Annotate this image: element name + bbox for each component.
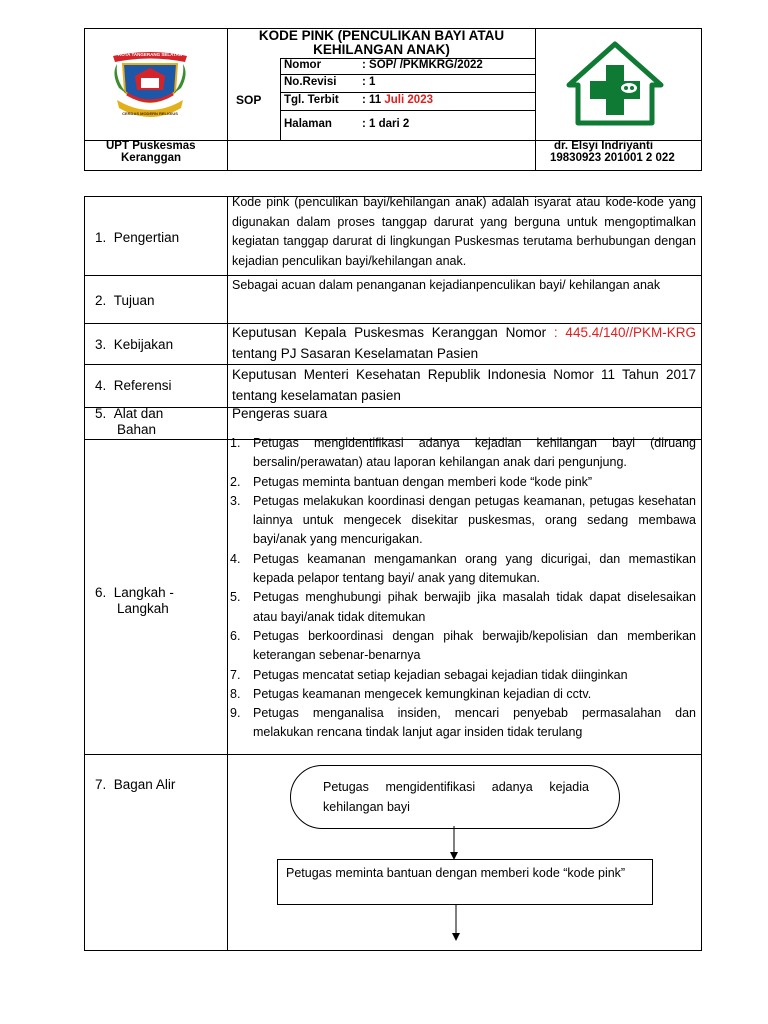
section-label: 2. Tujuan <box>95 293 155 308</box>
step-number: 3. <box>230 493 241 508</box>
step-item <box>230 492 696 550</box>
pengertian-text: Kode pink (penculikan bayi/kehilangan anak) adalah isyarat atau kode-kode yang digunakan dalam proses tanggap darurat yang berguna untuk mengoptimalkan kegiatan tanggap darurat di lingkungan Puskesmas terutama berhubungan dengan kejadian penculikan bayi/kehilangan anak. <box>232 195 696 268</box>
revisi-label: No.Revisi <box>284 76 337 88</box>
step-number: 6. <box>230 628 241 643</box>
section-label: 3. Kebijakan <box>95 337 174 352</box>
step-text: Petugas menganalisa insiden, mencari penyebab permasalahan dan melakukan rencana tindak lanjut agar insiden tidak terulang <box>253 706 696 740</box>
sop-label: SOP <box>236 93 262 107</box>
document-title: KODE PINK (PENCULIKAN BAYI ATAU KEHILANGAN ANAK) <box>258 28 505 57</box>
step-item <box>230 473 696 492</box>
flowchart-start-node: Petugas mengidentifikasi adanya kejadia kehilangan bayi <box>290 765 620 829</box>
kebijakan-text: Keputusan Kepala Puskesmas Keranggan Nomor : 445.4/140//PKM-KRG tentang PJ Sasaran Keselamatan Pasien <box>232 325 696 361</box>
header-divider <box>535 29 536 170</box>
step-text: Petugas menghubungi pihak berwajib jika masalah tidak dapat diselesaikan atau bayi/anak tidak ditemukan <box>253 590 696 624</box>
nomor-value: : SOP/ /PKMKRG/2022 <box>362 59 483 71</box>
signer-nip: 19830923 201001 2 022 <box>550 152 675 164</box>
revisi-value: : 1 <box>362 76 376 88</box>
terbit-value: : 11 Juli 2023 <box>362 94 433 106</box>
step-number: 5. <box>230 590 241 605</box>
column-divider <box>227 197 228 950</box>
header-divider <box>280 110 535 111</box>
step-item <box>230 627 696 666</box>
unit-name-line2: Keranggan <box>121 152 182 164</box>
step-number: 8. <box>230 686 241 701</box>
section-label: 6. Langkah - Langkah <box>95 585 174 616</box>
halaman-value: : 1 dari 2 <box>362 118 410 130</box>
logo-motto: CERDAS MODERN RELIGIUS <box>122 111 178 116</box>
step-number: 9. <box>230 706 241 721</box>
section-label: 1. Pengertian <box>95 230 180 245</box>
section-label: 5. Alat dan Bahan <box>95 406 164 437</box>
step-text: Petugas keamanan mengamankan orang yang dicurigai, dan memastikan kepada pelapor tentang bayi/ anak yang ditemukan. <box>253 551 696 586</box>
logo-text: KOTA TANGERANG SELATAN <box>118 52 182 57</box>
unit-name-line1: UPT Puskesmas <box>106 140 196 152</box>
row-divider <box>85 754 701 755</box>
step-number: 2. <box>230 474 241 489</box>
step-item <box>230 588 696 627</box>
step-text: Petugas mengidentifikasi adanya kejadian kehilangan bayi (diruang bersalin/perawatan) atau laporan kehilangan anak dari pengunjung. <box>253 436 696 470</box>
step-number: 4. <box>230 551 241 566</box>
steps-list <box>230 434 696 743</box>
step-item <box>230 434 696 473</box>
alat-text: Pengeras suara <box>232 406 328 421</box>
terbit-label: Tgl. Terbit <box>284 94 339 106</box>
header-divider <box>280 74 535 75</box>
step-number: 7. <box>230 667 241 682</box>
step-item <box>230 666 696 685</box>
step-item <box>230 685 696 704</box>
step-number: 1. <box>230 436 241 450</box>
tujuan-text: Sebagai acuan dalam penanganan kejadianpenculikan bayi/ kehilangan anak <box>232 278 661 292</box>
step-text: Petugas meminta bantuan dengan memberi kode “kode pink” <box>253 474 593 489</box>
step-text: Petugas keamanan mengecek kemungkinan kejadian di cctv. <box>253 686 592 701</box>
step-text: Petugas melakukan koordinasi dengan petugas keamanan, petugas kesehatan lainnya untuk mengecek disekitar puskesmas, orang sedang membawa bayi/anak yang mencurigakan. <box>253 493 696 547</box>
section-label: 4. Referensi <box>95 378 172 393</box>
referensi-text: Keputusan Menteri Kesehatan Republik Indonesia Nomor 11 Tahun 2017 tentang keselamatan pasien <box>232 367 696 403</box>
signer-name: dr. Elsyi Indriyanti <box>554 140 654 152</box>
flow-arrow-icon <box>446 905 466 943</box>
halaman-label: Halaman <box>284 118 332 130</box>
section-label: 7. Bagan Alir <box>95 777 176 792</box>
step-text: Petugas berkoordinasi dengan pihak berwajib/kepolisian dan memberikan keterangan sebenar-benarnya <box>253 628 696 663</box>
step-item <box>230 704 696 743</box>
header-divider <box>280 58 281 140</box>
puskesmas-logo <box>566 41 664 127</box>
flow-arrow-icon <box>444 826 464 862</box>
step-item <box>230 550 696 589</box>
flowchart-process-node: Petugas meminta bantuan dengan memberi kode “kode pink” <box>277 859 653 905</box>
nomor-label: Nomor <box>284 59 322 71</box>
header-divider <box>280 92 535 93</box>
step-text: Petugas mencatat setiap kejadian sebagai kejadian tidak diinginkan <box>253 667 628 682</box>
